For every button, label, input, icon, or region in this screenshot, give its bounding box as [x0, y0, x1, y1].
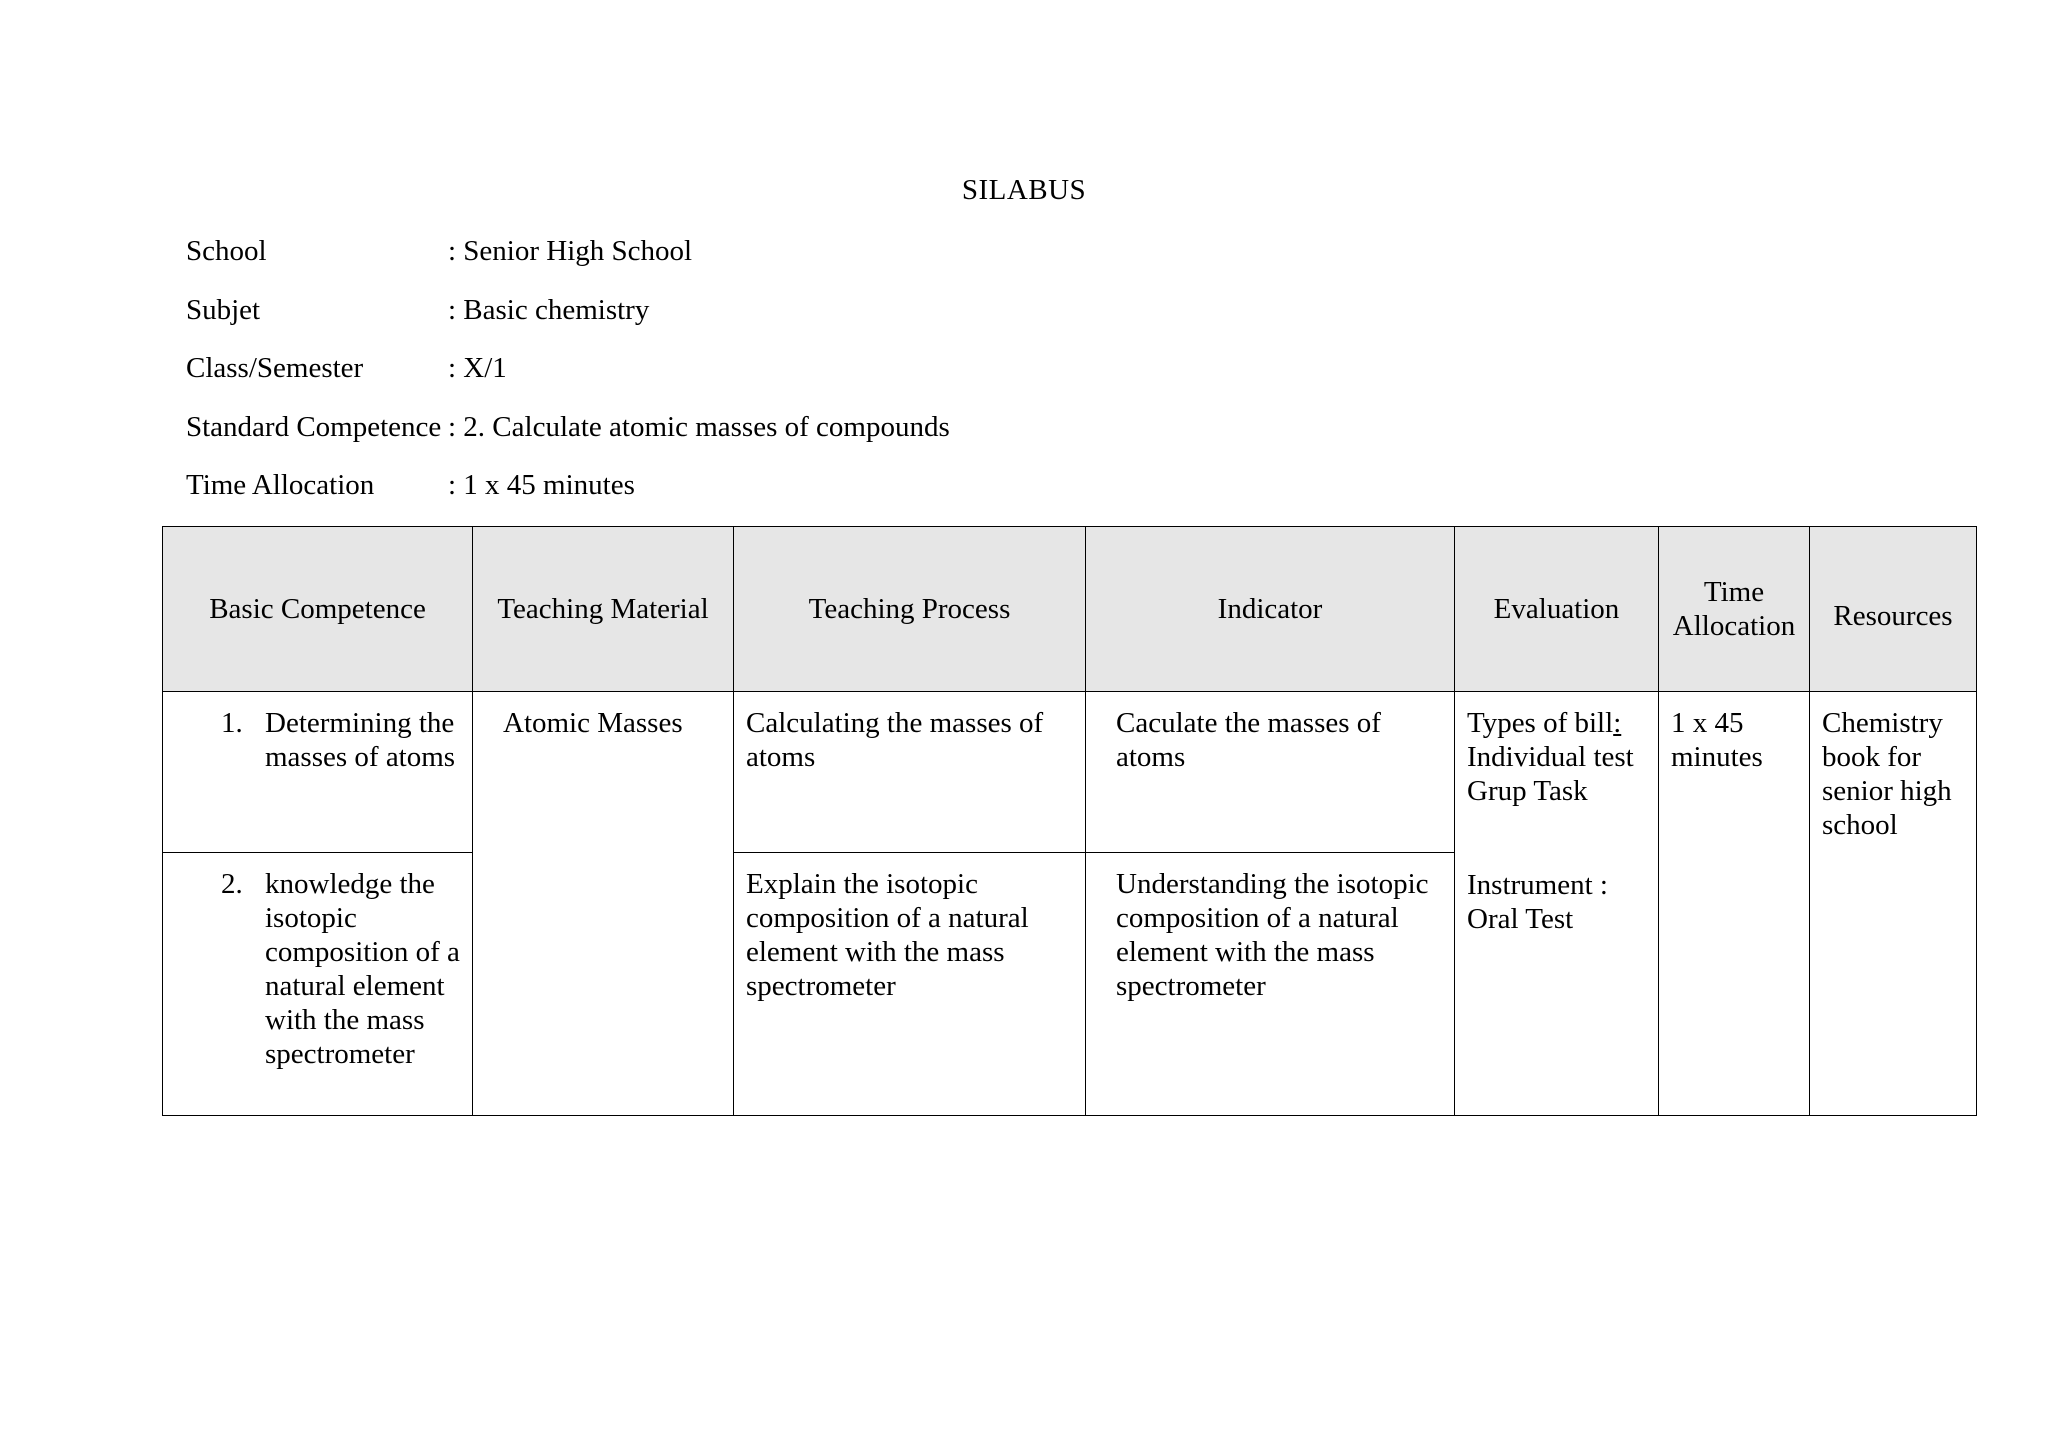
- competence-number: 1.: [221, 707, 243, 739]
- evaluation-type-1: Individual test: [1467, 741, 1634, 773]
- header-teaching-process: Teaching Process: [734, 527, 1086, 692]
- info-label: School: [186, 235, 267, 267]
- evaluation-type-2: Grup Task: [1467, 775, 1588, 807]
- header-evaluation: Evaluation: [1455, 527, 1659, 692]
- competence-number: 2.: [221, 868, 243, 900]
- cell-basic-competence: [163, 853, 473, 1116]
- info-value: : 2. Calculate atomic masses of compounds: [448, 411, 950, 443]
- info-row-standard-competence: [186, 409, 950, 445]
- competence-text: knowledge the isotopic composition of a natural element with the mass spectrometer: [265, 868, 460, 1070]
- cell-teaching-process: Explain the isotopic composition of a natural element with the mass spectrometer: [734, 853, 1086, 1116]
- cell-time-allocation: 1 x 45 minutes: [1659, 692, 1810, 1116]
- evaluation-types-colon: :: [1613, 707, 1622, 739]
- header-basic-competence: Basic Competence: [163, 527, 473, 692]
- info-row-time-allocation: [186, 467, 635, 503]
- info-value: : X/1: [448, 352, 507, 384]
- header-teaching-material: Teaching Material: [473, 527, 734, 692]
- cell-evaluation: [1455, 692, 1659, 1116]
- evaluation-instrument-value: Oral Test: [1467, 903, 1574, 935]
- cell-teaching-material: Atomic Masses: [473, 692, 734, 1116]
- header-time-allocation: Time Allocation: [1659, 527, 1810, 692]
- cell-resources: Chemistry book for senior high school: [1810, 692, 1977, 1116]
- competence-text: Determining the masses of atoms: [265, 707, 456, 773]
- info-label: Standard Competence: [186, 411, 442, 443]
- page-title: SILABUS: [961, 174, 1087, 206]
- cell-indicator: Understanding the isotopic composition of a natural element with the mass spectrometer: [1086, 853, 1455, 1116]
- cell-indicator: Caculate the masses of atoms: [1086, 692, 1455, 853]
- syllabus-table: [162, 526, 1977, 1116]
- evaluation-types-label: Types of bill: [1467, 707, 1614, 739]
- table-header-row: [163, 527, 1977, 692]
- table-row: [163, 692, 1977, 853]
- cell-teaching-process: Calculating the masses of atoms: [734, 692, 1086, 853]
- cell-basic-competence: [163, 692, 473, 853]
- info-value: : 1 x 45 minutes: [448, 469, 635, 501]
- info-value: : Basic chemistry: [448, 294, 650, 326]
- header-indicator: Indicator: [1086, 527, 1455, 692]
- info-label: Subjet: [186, 294, 261, 326]
- info-row-school: [186, 233, 692, 269]
- info-row-class-semester: [186, 350, 507, 386]
- info-label: Class/Semester: [186, 352, 364, 384]
- info-label: Time Allocation: [186, 469, 375, 501]
- header-resources: Resources: [1810, 527, 1977, 692]
- info-value: : Senior High School: [448, 235, 693, 267]
- evaluation-instrument-label: Instrument :: [1467, 869, 1608, 901]
- info-row-subject: [186, 292, 649, 328]
